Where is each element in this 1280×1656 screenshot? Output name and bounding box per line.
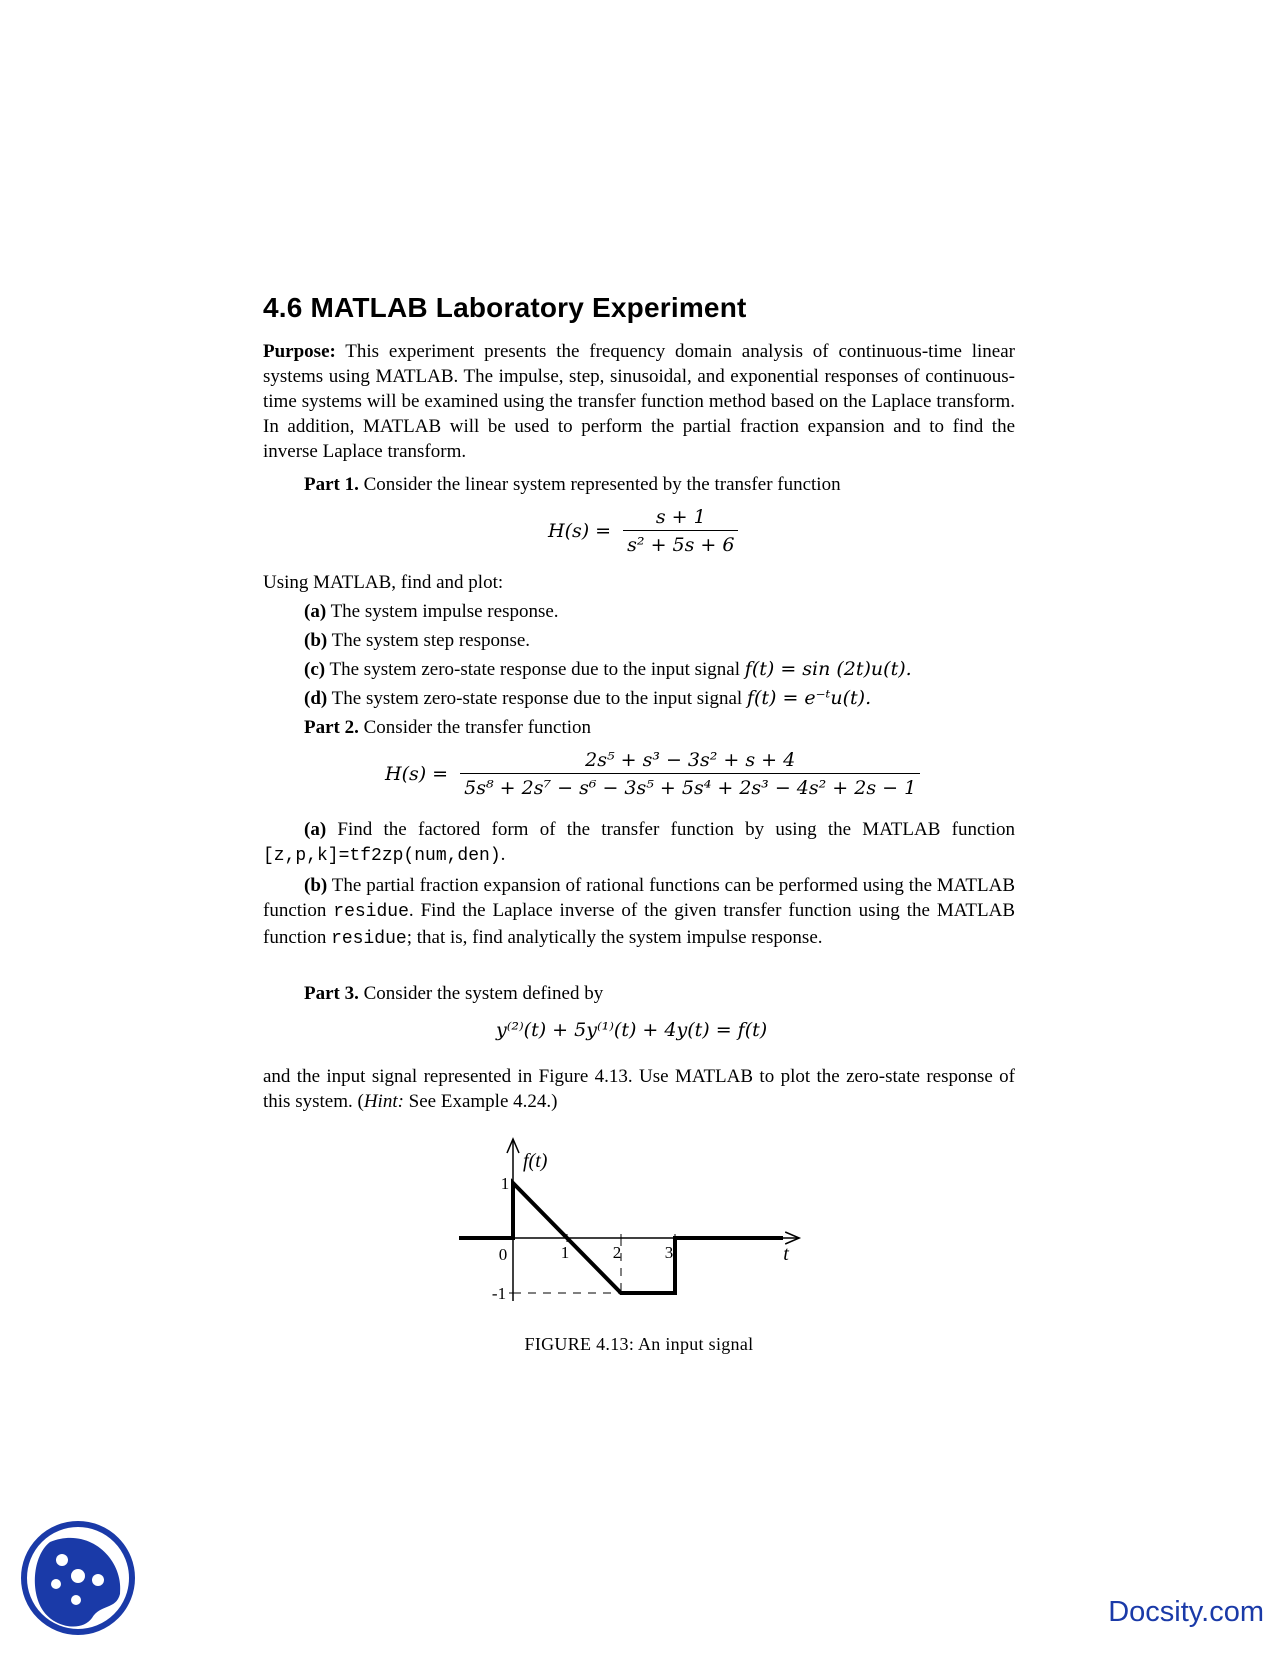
item-c-text: The system zero-state response due to the input signal	[329, 659, 741, 680]
part2-text: Consider the transfer function	[363, 717, 592, 738]
part1-using: Using MATLAB, find and plot:	[263, 572, 504, 593]
part2-b	[263, 873, 1015, 952]
item-c-math: f(t) = sin (2t)u(t).	[744, 658, 912, 680]
part2-b-code2: residue	[331, 929, 407, 949]
signal-line	[459, 1183, 783, 1293]
part1-label: Part 1.	[304, 474, 359, 495]
part1-eq-denominator: s² + 5s + 6	[623, 530, 738, 556]
x-tick-label: 2	[612, 1243, 622, 1262]
purpose-paragraph	[263, 339, 1015, 464]
part2-eq-denominator: 5s⁸ + 2s⁷ − s⁶ − 3s⁵ + 5s⁴ + 2s³ − 4s² + 2s − 1	[460, 773, 920, 799]
part2-label: Part 2.	[304, 717, 359, 738]
part2-b-code1: residue	[333, 902, 409, 922]
part1-equation	[548, 506, 738, 556]
x-tick-label: 0	[498, 1245, 508, 1264]
part1-eq-lhs: H(s) =	[548, 520, 612, 542]
part2-eq-numerator: 2s⁵ + s³ − 3s² + s + 4	[585, 749, 796, 771]
part3-text: Consider the system defined by	[363, 983, 604, 1004]
item-b-text: The system step response.	[331, 630, 531, 651]
part3-after2: See Example 4.24.)	[403, 1091, 558, 1112]
docsity-brand: Docsity.com	[1108, 1596, 1264, 1628]
part2-a	[263, 817, 1015, 869]
part3-intro	[304, 981, 603, 1006]
part2-b-label: (b)	[304, 875, 328, 896]
y-axis-label: f(t)	[523, 1150, 548, 1172]
item-d-math: f(t) = e⁻ᵗu(t).	[746, 687, 872, 709]
docsity-logo-icon	[20, 1520, 136, 1636]
y-axis-arrow	[507, 1139, 519, 1153]
part2-a-end: .	[500, 844, 506, 865]
part3-after	[263, 1064, 1015, 1114]
part2-a-code: [z,p,k]=tf2zp(num,den)	[263, 846, 501, 866]
item-a-text: The system impulse response.	[330, 601, 559, 622]
item-b-label: (b)	[304, 630, 328, 651]
item-a-label: (a)	[304, 601, 327, 622]
part2-equation	[385, 749, 920, 799]
part1-item-a	[304, 599, 559, 624]
part1-intro	[263, 472, 1015, 497]
part1-item-c	[304, 657, 912, 682]
item-d-label: (d)	[304, 688, 328, 709]
part2-a-text: Find the factored form of the transfer function by using the MATLAB function	[337, 819, 1015, 840]
item-d-text: The system zero-state response due to the input signal	[331, 688, 743, 709]
part3-equation: y⁽²⁾(t) + 5y⁽¹⁾(t) + 4y(t) = f(t)	[496, 1019, 768, 1041]
part2-b-text1: The partial fraction expansion of rational functions can be performed using the MATLAB function	[263, 875, 1015, 921]
part2-eq-lhs: H(s) =	[385, 763, 449, 785]
section-title: 4.6 MATLAB Laboratory Experiment	[263, 292, 747, 323]
x-axis-label: t	[783, 1243, 789, 1265]
part2-a-label: (a)	[304, 819, 327, 840]
part2-intro	[304, 715, 591, 740]
x-tick-label: 1	[560, 1243, 570, 1262]
figure-caption: FIGURE 4.13: An input signal	[524, 1334, 754, 1354]
part1-text: Consider the linear system represented by the transfer function	[363, 474, 841, 495]
purpose-label: Purpose:	[263, 341, 336, 362]
x-tick-label: 3	[664, 1243, 674, 1262]
purpose-text: This experiment presents the frequency domain analysis of continuous-time linear systems using MATLAB. The impulse, step, sinusoidal, and exponential responses of continuous-time systems will be examined using the transfer function method based on the Laplace transform. In addition, MATLAB will be used to perform the partial fraction expansion and to find the inverse Laplace transform.	[263, 341, 1015, 462]
x-axis-arrow	[785, 1232, 799, 1244]
part3-hint: Hint:	[363, 1091, 404, 1112]
part2-b-text3: ; that is, find analytically the system impulse response.	[406, 927, 823, 948]
part1-item-d	[304, 686, 871, 711]
item-c-label: (c)	[304, 659, 326, 680]
y-tick-label: -1	[491, 1284, 507, 1303]
part3-after1: and the input signal represented in Figure 4.13. Use MATLAB to plot the zero-state response of this system. (	[263, 1066, 1015, 1112]
part3-label: Part 3.	[304, 983, 359, 1004]
y-tick-label: 1	[500, 1174, 510, 1193]
part1-item-b	[304, 628, 530, 653]
part2-b-text2: . Find the Laplace inverse of the given transfer function using the MATLAB function	[263, 900, 1015, 948]
part1-eq-numerator: s + 1	[655, 506, 706, 528]
